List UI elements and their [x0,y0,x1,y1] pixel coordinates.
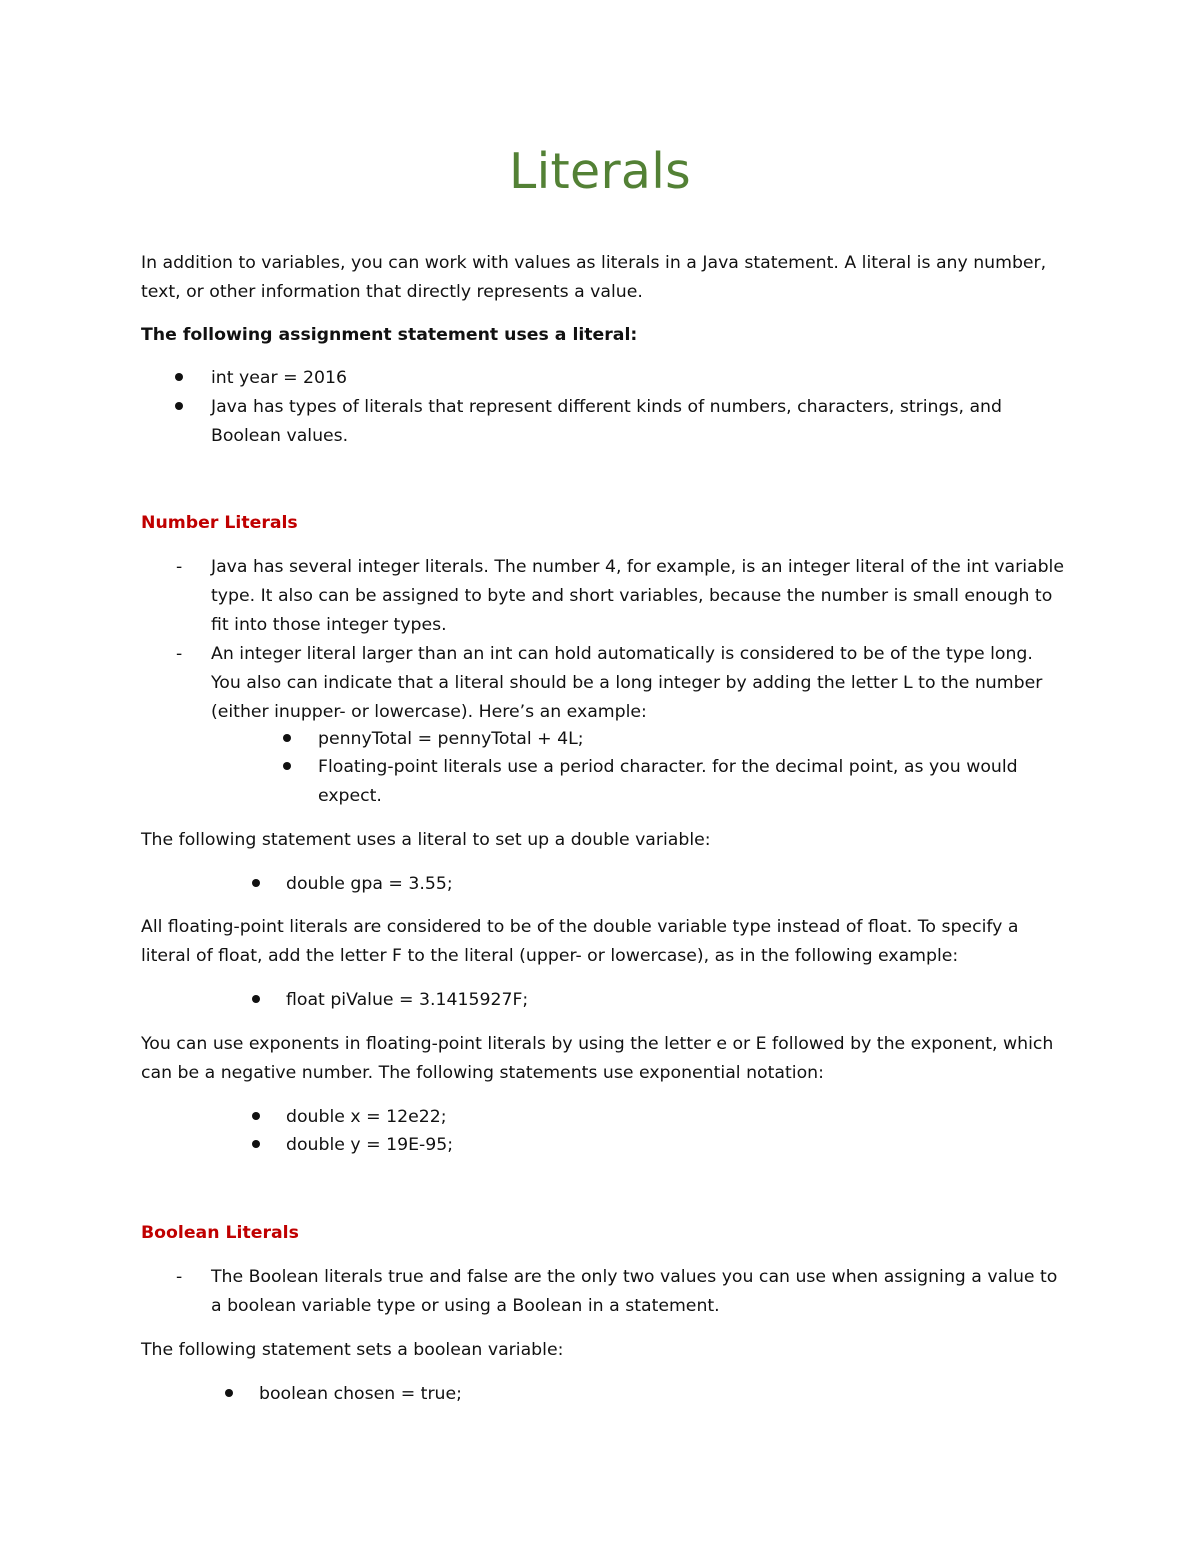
boolean-dash-1-line-2: a boolean variable type or using a Boolean in a statement. [211,1296,720,1316]
exponent-para-line-2: can be a negative number. The following statements use exponential notation: [141,1063,824,1083]
float-example: float piValue = 3.1415927F; [286,990,529,1010]
intro-line-2: text, or other information that directly represents a value. [141,282,643,302]
number-dash-2-line-1: An integer literal larger than an int can hold automatically is considered to be of the type long. [211,644,1033,664]
bullet-icon [283,734,291,742]
dash-marker: - [176,1267,183,1287]
exponent-para-line-1: You can use exponents in floating-point literals by using the letter e or E followed by the exponent, which [141,1034,1054,1054]
dash-marker: - [176,644,183,664]
bullet-icon [175,373,183,381]
top-bullet-1: int year = 2016 [211,368,348,388]
double-statement: The following statement uses a literal to set up a double variable: [141,830,711,850]
number-sub-bullet-2-line-1: Floating-point literals use a period character. for the decimal point, as you would [318,757,1018,777]
boolean-dash-1-line-1: The Boolean literals true and false are the only two values you can use when assigning a value to [211,1267,1058,1287]
boolean-example: boolean chosen = true; [259,1384,462,1404]
bullet-icon [283,762,291,770]
assignment-heading: The following assignment statement uses a literal: [141,325,638,345]
number-dash-1-line-1: Java has several integer literals. The number 4, for example, is an integer literal of the int variable [211,557,1064,577]
boolean-literals-heading: Boolean Literals [141,1223,299,1243]
exponent-example-1: double x = 12e22; [286,1107,447,1127]
number-dash-1-line-3: fit into those integer types. [211,615,447,635]
double-example: double gpa = 3.55; [286,874,453,894]
bullet-icon [225,1389,233,1397]
exponent-example-2: double y = 19E-95; [286,1135,454,1155]
boolean-statement: The following statement sets a boolean variable: [141,1340,564,1360]
bullet-icon [252,879,260,887]
number-sub-bullet-1: pennyTotal = pennyTotal + 4L; [318,729,584,749]
float-para-line-1: All floating-point literals are considered to be of the double variable type instead of float. To specify a [141,917,1019,937]
number-sub-bullet-2-line-2: expect. [318,786,382,806]
number-dash-2-line-3: (either inupper- or lowercase). Here’s an example: [211,702,647,722]
top-bullet-2-line-1: Java has types of literals that represent different kinds of numbers, characters, strings, and [211,397,1002,417]
number-dash-2-line-2: You also can indicate that a literal should be a long integer by adding the letter L to the number [211,673,1043,693]
page-title: Literals [509,143,691,200]
bullet-icon [252,1112,260,1120]
float-para-line-2: literal of float, add the letter F to the literal (upper- or lowercase), as in the following example: [141,946,959,966]
dash-marker: - [176,557,183,577]
number-literals-heading: Number Literals [141,513,298,533]
number-dash-1-line-2: type. It also can be assigned to byte and short variables, because the number is small enough to [211,586,1053,606]
bullet-icon [252,995,260,1003]
top-bullet-2-line-2: Boolean values. [211,426,349,446]
bullet-icon [175,402,183,410]
intro-line-1: In addition to variables, you can work with values as literals in a Java statement. A literal is any number, [141,253,1047,273]
bullet-icon [252,1140,260,1148]
